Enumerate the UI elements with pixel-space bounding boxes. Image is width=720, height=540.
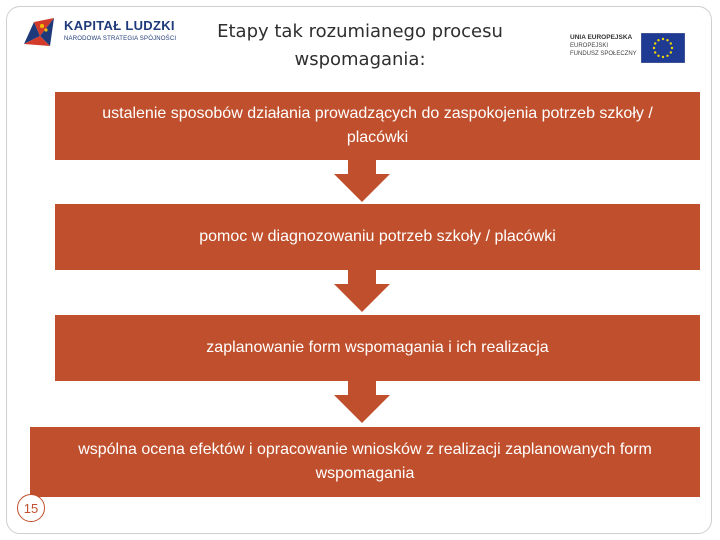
eu-logo [566,30,688,66]
down-arrow-icon [334,381,390,423]
kapital-ludzki-star-icon [20,14,58,52]
step-4-box: wspólna ocena efektów i opracowanie wniosków z realizacji zaplanowanych form wspomagania [30,427,700,497]
eu-logo-line2: EUROPEJSKI [570,43,609,49]
eu-flag-icon [641,33,685,63]
slide-title-line2: wspomagania: [294,49,426,70]
eu-logo-line3: FUNDUSZ SPOŁECZNY [570,51,637,57]
page-number: 15 [17,494,45,522]
slide-header [0,0,720,92]
eu-logo-line1: UNIA EUROPEJSKA [570,34,633,41]
step-3-box: zaplanowanie form wspomagania i ich realizacja [55,315,700,381]
slide-title [190,18,530,74]
kapital-ludzki-logo [20,14,180,54]
kapital-ludzki-subtitle: NARODOWA STRATEGIA SPÓJNOŚCI [64,36,177,42]
step-1-box: ustalenie sposobów działania prowadzących do zaspokojenia potrzeb szkoły / placówki [55,92,700,160]
down-arrow-icon [334,160,390,202]
slide-title-line1: Etapy tak rozumianego procesu [217,21,503,42]
down-arrow-icon [334,270,390,312]
kapital-ludzki-title: KAPITAŁ LUDZKI [64,18,175,33]
step-2-box: pomoc w diagnozowaniu potrzeb szkoły / placówki [55,204,700,270]
